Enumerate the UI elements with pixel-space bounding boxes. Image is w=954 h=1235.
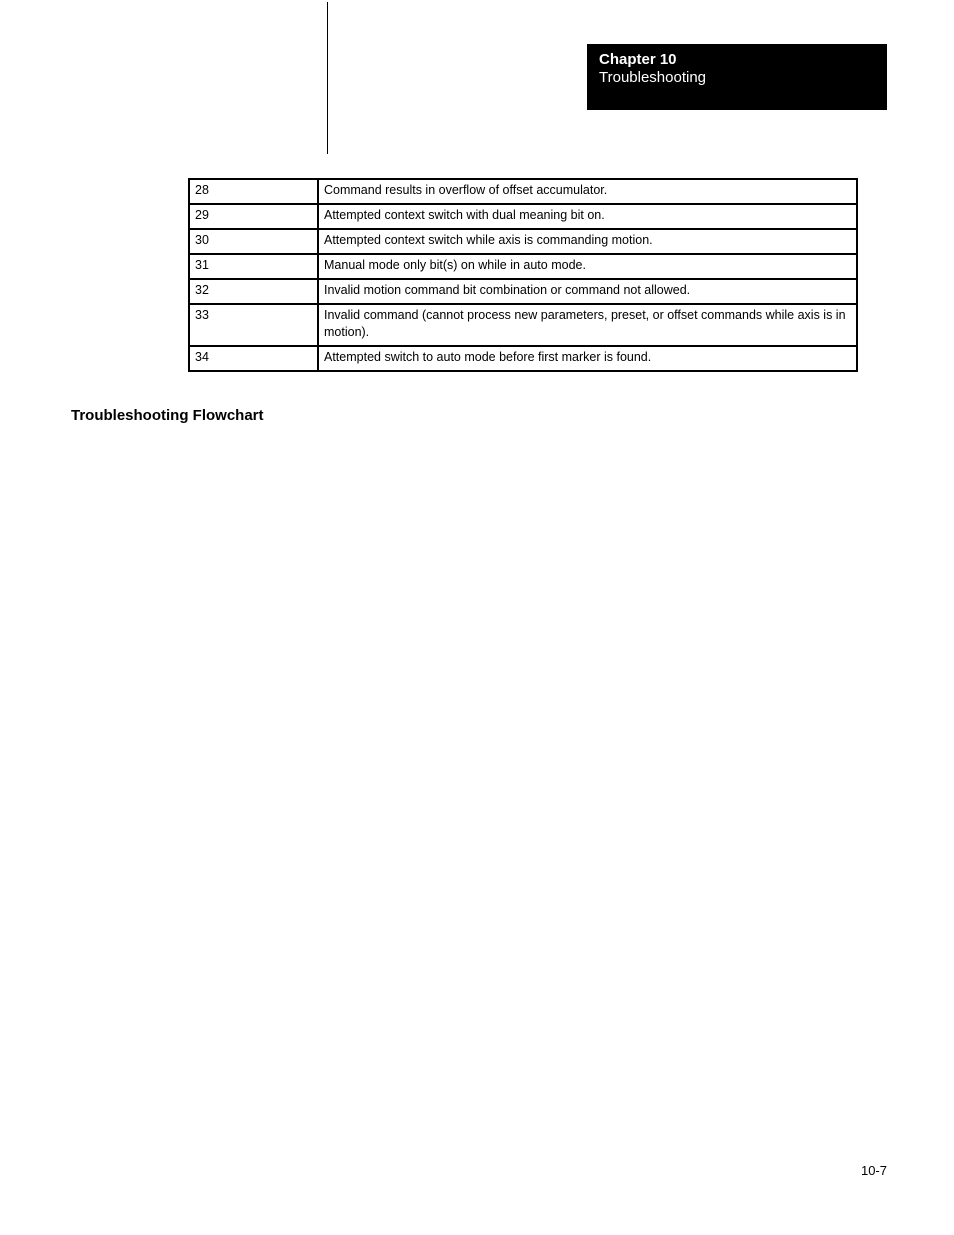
margin-rule (327, 2, 328, 154)
chapter-header (587, 44, 887, 110)
error-description-cell: Attempted context switch with dual meaning bit on. (318, 204, 857, 229)
error-description-cell: Manual mode only bit(s) on while in auto mode. (318, 254, 857, 279)
chapter-title: Troubleshooting (599, 69, 707, 86)
error-code-cell: 31 (189, 254, 318, 279)
chapter-number: Chapter 10 (599, 51, 677, 68)
error-description-cell: Attempted context switch while axis is commanding motion. (318, 229, 857, 254)
section-heading: Troubleshooting Flowchart (71, 407, 264, 424)
table-row (189, 179, 857, 204)
table-row (189, 229, 857, 254)
page-number: 10-7 (860, 1163, 887, 1178)
error-description-cell: Command results in overflow of offset accumulator. (318, 179, 857, 204)
table-row (189, 279, 857, 304)
error-code-cell: 33 (189, 304, 318, 346)
error-description-cell: Invalid motion command bit combination or command not allowed. (318, 279, 857, 304)
error-code-table (188, 178, 858, 372)
table-row (189, 304, 857, 346)
error-code-cell: 32 (189, 279, 318, 304)
table-row (189, 204, 857, 229)
error-description-cell: Invalid command (cannot process new parameters, preset, or offset commands while axis is in motion). (318, 304, 857, 346)
table-row (189, 254, 857, 279)
error-code-cell: 30 (189, 229, 318, 254)
error-description-cell: Attempted switch to auto mode before first marker is found. (318, 346, 857, 371)
error-code-cell: 29 (189, 204, 318, 229)
error-code-cell: 28 (189, 179, 318, 204)
error-code-cell: 34 (189, 346, 318, 371)
table-row (189, 346, 857, 371)
